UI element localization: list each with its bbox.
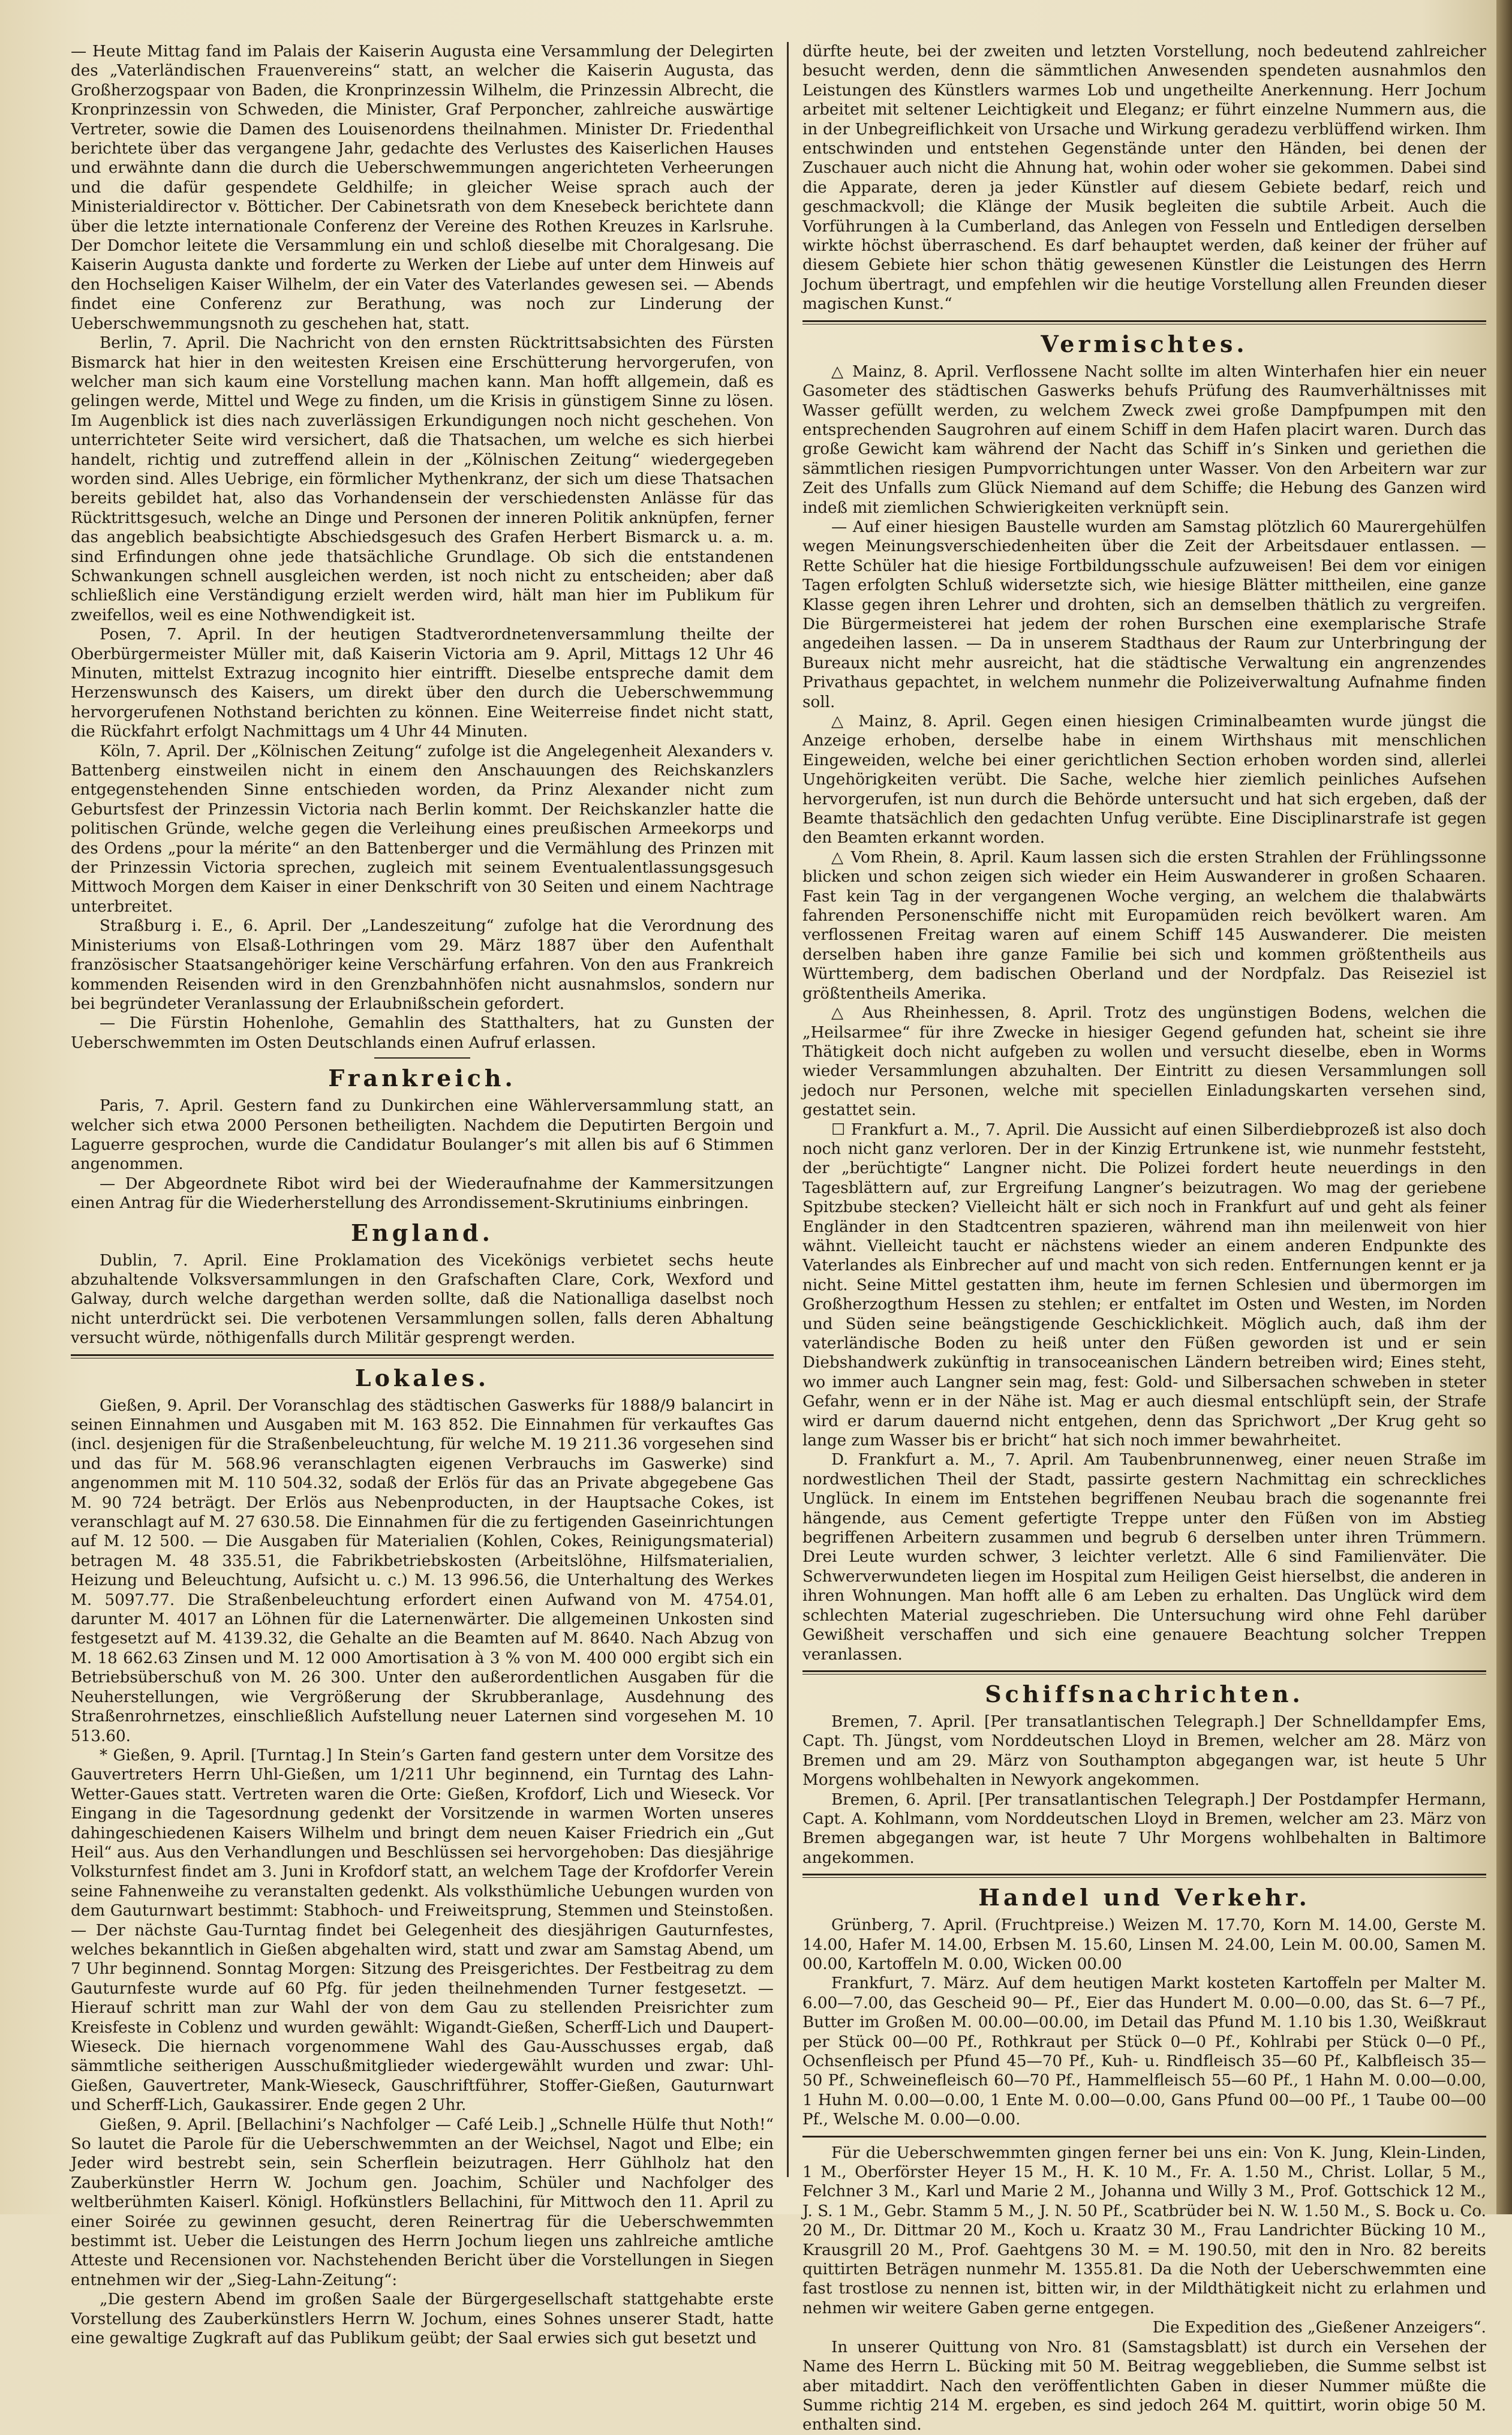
article-koeln: Köln, 7. April. Der „Kölnischen Zeitung“ zufolge ist die Angelegenheit Alexanders v. Battenberg einstweilen nicht in einem den Anschauungen des Reichskanzlers entgegenstehenden Sinne entschieden worden, da Prinz Alexander nicht zum Geburtsfest der Prinzessin Victoria nach Berlin kommt. Der Reichskanzler hatte die politischen Gründe, welche gegen die Verleihung eines preußischen Armeekorps und des Ordens „pour la mérite“ an den Battenberger und die Vermählung des Prinzen mit der Prinzessin Victoria sprechen, zugleich mit seinem Eventualentlassungsgesuch Mittwoch Morgen dem Kaiser in einer Denkschrift von 30 Seiten und einem Nachtrage unterbreitet. bbox=[71, 742, 774, 916]
article-strassburg: Straßburg i. E., 6. April. Der „Landeszeitung“ zufolge hat die Verordnung des Ministeriums von Elsaß-Lothringen vom 29. März 1887 über den Aufenthalt französischer Staatsangehöriger keine Verschärfung erfahren. Von den aus Frankreich kommenden Reisenden wird in den Grenzbahnhöfen nicht ausnahmslos, sondern nur bei begründeter Veranlassung der Erlaubnißschein gefordert. bbox=[71, 917, 774, 1013]
correction-notice: In unserer Quittung von Nro. 81 (Samstagsblatt) ist durch ein Versehen der Name des Herrn L. Bücking mit 50 M. Beitrag weggeblieben, die Summe selbst ist aber mitaddirt. Nach den veröffentlichten Gaben in dieser Nummer müßte die Summe richtig 214 M. ergeben, es sind jedoch 264 M. quittirt, worin obige 50 M. enthalten sind. bbox=[802, 2338, 1486, 2434]
heading-handel: Handel und Verkehr. bbox=[978, 1884, 1310, 1911]
article-frankfurt-silber: ☐ Frankfurt a. M., 7. April. Die Aussicht auf einen Silberdiebprozeß ist also doch noch nicht ganz verloren. Der in der Kinzig Ertrunkene ist, wie nunmehr feststeht, der „berüchtigte“ Langner nicht. Die Polizei fordert heute neuerdings in den Tagesblättern auf, zur Ergreifung Langner’s beizutragen. Wo mag der geriebene Spitzbube stecken? Vielleicht hält er sich noch in Frankfurt auf und geht als feiner Engländer in den Stadtcentren spazieren, während man ihn meilenweit von hier wähnt. Vielleicht taucht er nächstens wieder an einem anderen Endpunkte des Vaterlandes als Einbrecher auf und macht von sich reden. Entfernungen kennt er ja nicht. Seine Mittel gestatten ihm, heute im fernen Schlesien und übermorgen im Großherzogthum Hessen zu stehlen; er entfaltet im Osten und Westen, im Norden und Süden seine beängstigende Geschicklichkeit. Möglich auch, daß ihm der vaterländische Boden zu heiß unter den Füßen geworden ist und er sein Diebshandwerk zukünftig in transoceanischen Ländern betreiben wird; Eines steht, wo immer auch Langner sein mag, fest: Gold- und Silbersachen schweben in steter Gefahr, wenn er in der Nähe ist. Mag er auch diesmal entschlüpft sein, der Strafe wird er darum dauernd nicht entgehen, denn das Sprichwort „Der Krug geht so lange zum Wasser bis er bricht“ hat sich noch immer bewahrheitet. bbox=[802, 1120, 1486, 1450]
article-jochum-continued: dürfte heute, bei der zweiten und letzten Vorstellung, noch bedeutend zahlreicher besucht werden, denn die sämmtlichen Anwesenden spendeten ausnahmlos den Leistungen des Künstlers warmes Lob und ungetheilte Anerkennung. Herr Jochum arbeitet mit seltener Leichtigkeit und Eleganz; er führt einzelne Nummern aus, die in der Unbegreiflichkeit von Ursache und Wirkung geradezu verblüffend wirken. Ihm entschwinden und entstehen Gegenstände unter den Händen, bei denen der Zuschauer auch nicht die Ahnung hat, wohin oder woher sie gekommen. Dabei sind die Apparate, deren ja jeder Künstler auf diesem Gebiete bedarf, reich und geschmackvoll; die Klänge der Musik begleiten die subtile Arbeit. Auch die Vorführungen à la Cumberland, das Anlegen von Fesseln und Entledigen derselben wirkte höchst überraschend. Es darf behauptet werden, daß keiner der früher auf diesem Gebiete hier schon thätig gewesenen Künstler die Leistungen des Herrn Jochum übertragt, und empfehlen wir die heutige Vorstellung allen Freunden dieser magischen Kunst.“ bbox=[802, 43, 1486, 314]
expedition-signature: Die Expedition des „Gießener Anzeigers“. bbox=[1152, 2319, 1486, 2337]
heading-lokales: Lokales. bbox=[354, 1364, 490, 1391]
article-ribot: — Der Abgeordnete Ribot wird bei der Wiederaufnahme der Kammersitzungen einen Antrag für die Wiederherstellung des Arrondissement-Skrutiniums einbringen. bbox=[71, 1174, 774, 1213]
article-vom-rhein: △ Vom Rhein, 8. April. Kaum lassen sich die ersten Strahlen der Frühlingssonne blicken und schon zeigen sich wieder ein Heim Auswanderer in großen Schaaren. Fast kein Tag in der vergangenen Woche verging, an welchem die thalabwärts fahrenden Personenschiffe nicht mit Europamüden reich bevölkert waren. Am verflossenen Freitag waren auf einem Schiff 145 Auswanderer. Die meisten derselben haben ihre ganze Familie bei sich und kommen größtentheils aus Württemberg, dem badischen Oberland und der Nordpfalz. Das Reiseziel ist größtentheils Amerika. bbox=[802, 848, 1486, 1003]
article-berlin: Berlin, 7. April. Die Nachricht von den ernsten Rücktrittsabsichten des Fürsten Bismarck hat hier in den weitesten Kreisen eine Erschütterung hervorgerufen, von welcher man sich kaum eine Vorstellung machen kann. Man hofft allgemein, daß es gelingen werde, Mittel und Wege zu finden, um die Krisis in günstigem Sinne zu lösen. Im Augenblick ist dies nach zuverlässigen Erkundigungen noch nicht geschehen. Von unterrichteter Seite wird versichert, daß die Thatsachen, um welche es sich hierbei handelt, richtig und zutreffend allein in der „Kölnischen Zeitung“ wiedergegeben worden sind. Alles Uebrige, ein förmlicher Mythenkranz, der sich um diese Thatsachen bereits gebildet hat, also das Vorhandensein der verschiedensten Anlässe für das Rücktrittsgesuch, welche an Dinge und Personen der inneren Politik anknüpfen, ferner das angeblich beabsichtigte Abschiedsgesuch des Grafen Herbert Bismarck u. a. m. sind Erfindungen ohne jede thatsächliche Grundlage. Ob sich die entstandenen Schwankungen schnell ausgleichen werden, ist noch nicht zu entscheiden; aber daß schließlich eine Verständigung erzielt werden wird, hält man hier im Publikum für zweifellos, weil es eine Nothwendigkeit ist. bbox=[71, 334, 774, 624]
article-giessen-gaswerk: Gießen, 9. April. Der Voranschlag des städtischen Gaswerks für 1888/9 balancirt in seinen Einnahmen und Ausgaben mit M. 163 852. Die Einnahmen für verkauftes Gas (incl. desjenigen für die Straßenbeleuchtung, für welche M. 19 211.36 vorgesehen sind und das für M. 568.96 veranschlagten eigenen Verbrauchs im Gaswerke) sind angenommen mit M. 110 504.32, sodaß der Erlös für das an Private abgegebene Gas M. 90 724 beträgt. Der Erlös aus Nebenproducten, in der Hauptsache Cokes, ist veranschlagt auf M. 27 630.58. Die Einnahmen für die zu fertigenden Gaseinrichtungen auf M. 12 500. — Die Ausgaben für Materialien (Kohlen, Cokes, Reinigungsmaterial) betragen M. 48 335.51, die Fabrikbetriebskosten (Arbeitslöhne, Hilfsmaterialien, Heizung und Beleuchtung, Aufsicht u. c.) M. 13 996.56, die Unterhaltung des Werkes M. 5097.77. Die Straßenbeleuchtung erfordert einen Aufwand von M. 4754.01, darunter M. 4017 an Löhnen für die Laternenwärter. Die allgemeinen Unkosten sind festgesetzt auf M. 4139.32, die Gehalte an die Beamten auf M. 8640. Nach Abzug von M. 18 662.63 Zinsen und M. 12 000 Amortisation à 3 % von M. 400 000 ergibt sich ein Betriebsüberschuß von M. 26 300. Unter den außerordentlichen Ausgaben für die Neuherstellungen, wie Vergrößerung der Skrubberanlage, Ausdehnung des Straßenrohrnetzes, einschließlich Aufstellung neuer Laternen sind vorgesehen M. 10 513.60. bbox=[71, 1396, 774, 1745]
heading-frankreich: Frankreich. bbox=[328, 1065, 516, 1092]
section-rule bbox=[802, 320, 1486, 324]
article-paris: Paris, 7. April. Gestern fand zu Dunkirchen eine Wählerversammlung statt, an welcher sich etwa 2000 Personen betheiligten. Nachdem die Deputirten Bergoin und Laguerre gesprochen, wurde die Candidatur Boulanger’s mit allen bis auf 6 Stimmen angenommen. bbox=[71, 1097, 774, 1174]
page-edge-shadow bbox=[1496, 0, 1512, 2214]
article-frankfurt-markt: Frankfurt, 7. März. Auf dem heutigen Markt kosteten Kartoffeln per Malter M. 6.00—7.00, das Gescheid 90— Pf., Eier das Hundert M. 0.00—0.00, das St. 6—7 Pf., Butter im Großen M. 00.00—00.00, im Detail das Pfund M. 1.10 bis 1.30, Weißkraut per Stück 00—00 Pf., Rothkraut per Stück 0—0 Pf., Kohlrabi per Stück 0—0 Pf., Ochsenfleisch per Pfund 45—70 Pf., Kuh- u. Rindfleisch 35—60 Pf., Kalbfleisch 35—50 Pf., Schweinefleisch 60—70 Pf., Hammelfleisch 55—60 Pf., 1 Hahn M. 0.00—0.00, 1 Huhn M. 0.00—0.00, 1 Ente M. 0.00—0.00, Gans Pfund 00—00 Pf., 1 Taube 00—00 Pf., Welsche M. 0.00—0.00. bbox=[802, 1974, 1486, 2129]
article-kaiserin-augusta: — Heute Mittag fand im Palais der Kaiserin Augusta eine Versammlung der Delegirten des „Vaterländischen Frauenvereins“ statt, an welcher die Kaiserin Augusta, das Großherzogspaar von Baden, die Kronprinzessin Wilhelm, die Prinzessin Albrecht, die Kronprinzessin von Schweden, die Minister, Graf Perponcher, zahlreiche auswärtige Vertreter, sowie die Damen des Louisenordens theilnahmen. Minister Dr. Friedenthal berichtete über das vergangene Jahr, gedachte des Verlustes des Kaiserlichen Hauses und erwähnte dann die durch die Ueberschwemmungen angerichteten Verheerungen und die dafür gespendete Geldhilfe; in gleicher Weise sprach auch der Ministerialdirector v. Bötticher. Der Cabinetsrath von dem Knesebeck berichtete dann über die letzte internationale Conferenz der Vereine des Rothen Kreuzes in Karlsruhe. Der Domchor leitete die Versammlung ein und schloß dieselbe mit Choralgesang. Die Kaiserin Augusta dankte und forderte zu Werken der Liebe auf unter dem Hinweis auf den Hochseligen Kaiser Wilhelm, der ein Vater des Vaterlandes gewesen sei. — Abends findet eine Conferenz zur Berathung, was noch zur Linderung der Ueberschwemmungsnoth zu geschehen hat, statt. bbox=[71, 43, 774, 333]
donation-list: Für die Ueberschwemmten gingen ferner bei uns ein: Von K. Jung, Klein-Linden, 1 M., Oberförster Heyer 15 M., H. K. 10 M., Fr. A. 1.50 M., Christ. Lollar, 5 M., Felchner 3 M., Karl und Marie 2 M., Johanna und Willy 3 M., Prof. Gottschick 12 M., J. S. 1 M., Gebr. Stamm 5 M., J. N. 50 Pf., Scatbrüder bei N. W. 1.50 M., S. Bock u. Co. 20 M., Dr. Dittmar 20 M., Koch u. Kraatz 30 M., Frau Landrichter Bücking 10 M., Krausgrill 20 M., Prof. Gaehtgens 30 M. = M. 190.50, mit den in Nro. 82 bereits quittirten Beträgen nunmehr M. 1355.81. Da die Noth der Ueberschwemmten eine fast trostlose zu nennen ist, bitten wir, in der Mildthätigkeit nicht zu erlahmen und nehmen wir weitere Gaben gerne entgegen. bbox=[802, 2144, 1486, 2317]
article-mainz-criminal: △ Mainz, 8. April. Gegen einen hiesigen Criminalbeamten wurde jüngst die Anzeige erhoben, derselbe habe in einem Wirthshaus mit menschlichen Eingeweiden, welche bei einer gerichtlichen Section erhoben worden sind, allerlei Ungehörigkeiten verübt. Die Sache, welche hier ziemlich peinliches Aufsehen hervorgerufen, ist nun durch die Behörde untersucht und hat sich ergeben, daß der Beamte thatsächlich den gedachten Unfug verübte. Eine Disciplinarstrafe ist gegen den Beamten erkannt worden. bbox=[802, 713, 1486, 847]
article-siegen-report: „Die gestern Abend im großen Saale der Bürgergesellschaft stattgehabte erste Vorstellung des Zauberkünstlers Herrn W. Jochum, eines Sohnes unserer Stadt, hatte eine gewaltige Zugkraft auf das Publikum geübt; der Saal erwies sich gut besetzt und bbox=[71, 2290, 774, 2348]
heading-schiffsnachrichten: Schiffsnachrichten. bbox=[985, 1680, 1304, 1707]
right-column bbox=[802, 42, 1486, 2434]
section-rule bbox=[802, 1670, 1486, 1675]
article-frankfurt-treppe: D. Frankfurt a. M., 7. April. Am Taubenbrunnenweg, einer neuen Straße im nordwestlichen Theil der Stadt, passirte gestern Nachmittag ein schreckliches Unglück. In einem im Entstehen begriffenen Neubau brach die sogenannte frei hängende, aus Cement gefertigte Treppe unter den Füßen von im Abstieg begriffenen Arbeitern zusammen und begrub 6 derselben unter ihren Trümmern. Drei Leute wurden schwer, 3 leichter verletzt. Alle 6 sind Familienväter. Die Schwerverwundeten liegen im Hospital zum Heiligen Geist hierselbst, die anderen in ihren Wohnungen. Man hofft alle 6 am Leben zu erhalten. Das Unglück wird dem schlechten Material zugeschrieben. Die Untersuchung wird ohne Fehl darüber Gewißheit verschaffen und sich eine genauere Beachtung solcher Treppen veranlassen. bbox=[802, 1451, 1486, 1664]
article-gruenberg-preise: Grünberg, 7. April. (Fruchtpreise.) Weizen M. 17.70, Korn M. 14.00, Gerste M. 14.00, Hafer M. 14.00, Erbsen M. 15.60, Linsen M. 24.00, Lein M. 00.00, Samen M. 00.00, Kartoffeln M. 0.00, Wicken 00.00 bbox=[802, 1916, 1486, 1973]
column-divider bbox=[787, 42, 789, 2177]
article-giessen-turntag: * Gießen, 9. April. [Turntag.] In Stein’s Garten fand gestern unter dem Vorsitze des Gauvertreters Herrn Uhl-Gießen, um 1/211 Uhr beginnend, ein Turntag des Lahn-Wetter-Gaues statt. Vertreten waren die Orte: Gießen, Krofdorf, Lich und Wieseck. Vor Eingang in die Tagesordnung gedenkt der Vorsitzende in warmen Worten unseres dahingeschiedenen Kaisers Wilhelm und bringt dem neuen Kaiser Friedrich ein „Gut Heil“ aus. Aus den Verhandlungen und Beschlüssen sei hervorgehoben: Das diesjährige Volksturnfest findet am 3. Juni in Krofdorf statt, an welchem Tage der Krofdorfer Verein seine Fahnenweihe zu veranstalten gedenkt. Als volksthümliche Uebungen wurden von dem Gauturnwart bestimmt: Stabhoch- und Freiweitsprung, Stemmen und Steinstoßen. — Der nächste Gau-Turntag findet bei Gelegenheit des diesjährigen Gauturnfestes, welches bekanntlich in Gießen abgehalten wird, statt und zwar am Samstag Abend, um 7 Uhr beginnend. Sonntag Morgen: Sitzung des Preisgerichtes. Der Festbeitrag zu dem Gauturnfeste wurde auf 60 Pfg. für jeden theilnehmenden Turner festgesetzt. — Hierauf schritt man zur Wahl der von dem Gau zu stellenden Preisrichter zum Kreisfeste in Coblenz und wurden gewählt: Wigandt-Gießen, Scherff-Lich und Daupert-Wieseck. Die hiernach vorgenommene Wahl des Gau-Ausschusses ergab, daß sämmtliche seitherigen Ausschußmitglieder wiedergewählt wurden und zwar: Uhl-Gießen, Gauvertreter, Mank-Wieseck, Gauschriftführer, Stoffer-Gießen, Gauturnwart und Scherff-Lich, Gaukassirer. Ende gegen 2 Uhr. bbox=[71, 1746, 774, 2115]
article-bremen-ems: Bremen, 7. April. [Per transatlantischen Telegraph.] Der Schnelldampfer Ems, Capt. Th. Jüngst, vom Norddeutschen Lloyd in Bremen, welcher am 28. März von Bremen und am 29. März von Southampton abgegangen war, ist heute 5 Uhr Morgens wohlbehalten in Newyork angekommen. bbox=[802, 1712, 1486, 1790]
left-column bbox=[71, 42, 774, 2348]
article-dublin: Dublin, 7. April. Eine Proklamation des Vicekönigs verbietet sechs heute abzuhaltende Volksversammlungen in den Grafschaften Clare, Cork, Wexford und Galway, durch welche dargethan werden sollte, daß die Nationalliga daselbst noch nicht unterdrückt sei. Die verbotenen Versammlungen sollen, falls deren Abhaltung versucht würde, nöthigenfalls durch Militär gesprengt werden. bbox=[71, 1251, 774, 1348]
article-mainz-gasometer: △ Mainz, 8. April. Verflossene Nacht sollte im alten Winterhafen hier ein neuer Gasometer des städtischen Gaswerks behufs Prüfung des Raumverhältnisses mit Wasser gefüllt werden, zu welchem Zweck zwei große Dampfpumpen mit den entsprechenden Saugrohren auf einem Schiff in dem Hafen placirt waren. Durch das große Gewicht kam während der Nacht das Schiff in’s Sinken und geriethen die sämmtlichen riesigen Pumpvorrichtungen unter Wasser. Von den Arbeitern war zur Zeit des Unfalls zum Glück Niemand auf dem Schiffe; die Hebung des Ganzen wird indeß mit ziemlichen Schwierigkeiten verknüpft sein. bbox=[802, 362, 1486, 517]
article-giessen-bellachini: Gießen, 9. April. [Bellachini’s Nachfolger — Café Leib.] „Schnelle Hülfe thut Noth!“ So lautet die Parole für die Ueberschwemmten an der Weichsel, Nagot und Elbe; ein Jeder wird bestrebt sein, sein Scherflein beizutragen. Herr Gühlholz hat den Zauberkünstler Herrn W. Jochum gen. Joachim, Schüler und Nachfolger des weltberühmten Kaiserl. Königl. Hofkünstlers Bellachini, für Mittwoch den 11. April zu einer Soirée zu gewinnen gesucht, deren Reinertrag für die Ueberschwemmten bestimmt ist. Ueber die Leistungen des Herrn Jochum liegen uns zahlreiche amtliche Atteste und Recensionen vor. Nachstehenden Bericht über die Vorstellungen in Siegen entnehmen wir der „Sieg-Lahn-Zeitung“: bbox=[71, 2115, 774, 2289]
article-bremen-hermann: Bremen, 6. April. [Per transatlantischen Telegraph.] Der Postdampfer Hermann, Capt. A. Kohlmann, vom Norddeutschen Lloyd in Bremen, welcher am 23. März von Bremen abgegangen war, ist heute 7 Uhr Morgens wohlbehalten in Baltimore angekommen. bbox=[802, 1790, 1486, 1867]
article-mainz-maurer: — Auf einer hiesigen Baustelle wurden am Samstag plötzlich 60 Maurergehülfen wegen Meinungsverschiedenheiten über die Zeit der Arbeitsdauer entlassen. — Rette Schüler hat die hiesige Fortbildungsschule aufzuweisen! Bei dem vor einigen Tagen erfolgten Schluß widersetzte sich, wie hiesige Blätter mittheilen, eine ganze Klasse gegen ihren Lehrer und drohten, sich an demselben thätlich zu vergreifen. Die Bürgermeisterei hat jedem der rohen Burschen eine exemplarische Strafe angedeihen lassen. — Da in unserem Stadthaus der Raum zur Unterbringung der Bureaux nicht mehr ausreicht, hat die städtische Verwaltung ein angrenzendes Privathaus gepachtet, in welchem nunmehr die Polizeiverwaltung Aufnahme finden soll. bbox=[802, 518, 1486, 711]
heading-england: England. bbox=[351, 1219, 494, 1246]
section-rule bbox=[802, 2136, 1486, 2138]
article-rheinhessen: △ Aus Rheinhessen, 8. April. Trotz des ungünstigen Bodens, welchen die „Heilsarmee“ für ihre Zwecke in hiesiger Gegend gefunden hat, scheint sie ihre Thätigkeit doch nicht aufgeben zu wollen und versucht dieselbe, eben in Worms wieder Versammlungen abzuhalten. Der Eintritt zu diesen Versammlungen soll jedoch nur Personen, welche mit speciellen Einladungskarten versehen sind, gestattet sein. bbox=[802, 1004, 1486, 1120]
section-rule bbox=[802, 1874, 1486, 1878]
article-hohenlohe: — Die Fürstin Hohenlohe, Gemahlin des Statthalters, hat zu Gunsten der Ueberschwemmten im Osten Deutschlands einen Aufruf erlassen. bbox=[71, 1014, 774, 1052]
section-rule bbox=[71, 1354, 774, 1358]
heading-vermischtes: Vermischtes. bbox=[1041, 330, 1248, 357]
separator bbox=[374, 1057, 470, 1059]
article-posen: Posen, 7. April. In der heutigen Stadtverordnetenversammlung theilte der Oberbürgermeister Müller mit, daß Kaiserin Victoria am 9. April, Mittags 12 Uhr 46 Minuten, mittelst Extrazug incognito hier eintrifft. Dieselbe entspreche damit dem Herzenswunsch des Kaisers, um direkt über den durch die Ueberschwemmung hervorgerufenen Nothstand berichten zu können. Eine Weiterreise findet nicht statt, die Rückfahrt erfolgt Nachmittags um 4 Uhr 44 Minuten. bbox=[71, 626, 774, 741]
